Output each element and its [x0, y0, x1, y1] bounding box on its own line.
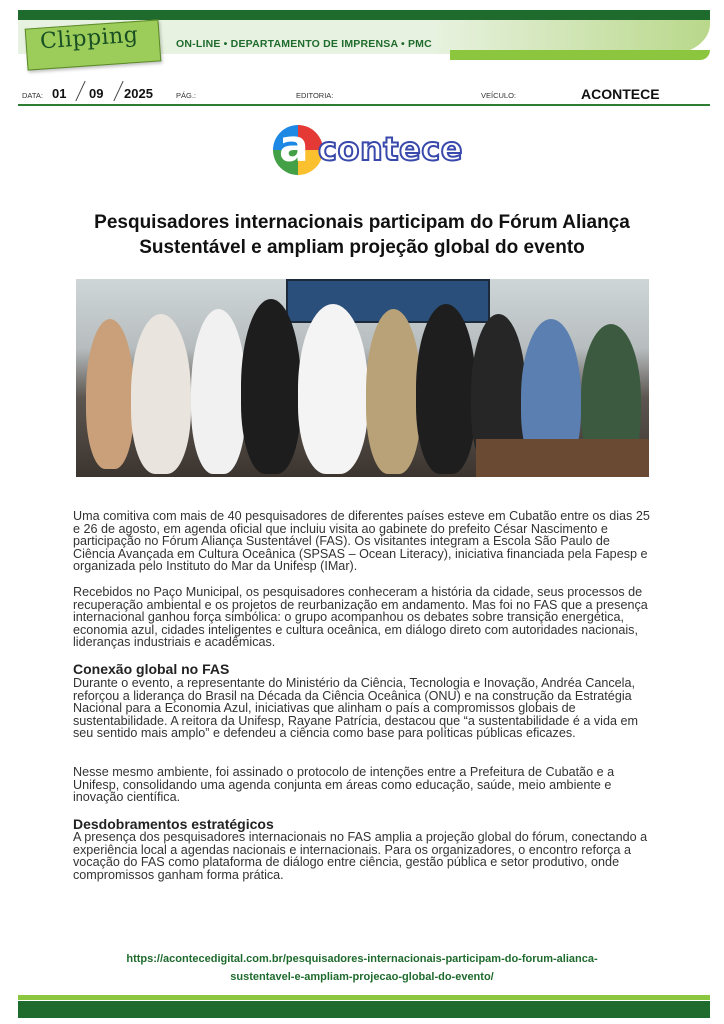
article-paragraph: Nesse mesmo ambiente, foi assinado o protocolo de intenções entre a Prefeitura de Cubatão e a Unifesp, consolidando uma agenda conjunta em áreas como educação, saúde, meio ambiente e inovação científica.	[73, 765, 615, 804]
photo-person	[416, 304, 476, 474]
meta-divider	[18, 104, 710, 106]
header-tagline: ON-LINE • DEPARTAMENTO DE IMPRENSA • PMC	[176, 38, 432, 50]
article-paragraph: Uma comitiva com mais de 40 pesquisadores de diferentes países esteve em Cubatão entre os dias 25 e 26 de agosto, em agenda oficial que incluiu visita ao gabinete do prefeito César Nascimento e participação no Fórum Aliança Sustentável (FAS). Os visitantes integram a Escola São Paulo de Ciência Avançada em Cultura Oceânica (SPSAS – Ocean Literacy), iniciativa financiada pela Fapesp e organizada pelo Instituto do Mar da Unifesp (IMar).	[73, 509, 650, 573]
article-paragraph: Recebidos no Paço Municipal, os pesquisadores conheceram a história da cidade, seus processos de recuperação ambiental e os projetos de reurbanização em andamento. Mas foi no FAS que a presença internacional ganhou força simbólica: o grupo acompanhou os debates sobre transição energética, economia azul, cidades inteligentes e cultura oceânica, em diálogo direto com autoridades nacionais, lideranças industriais e acadêmicas.	[73, 585, 648, 649]
headline-line-1: Pesquisadores internacionais participam do Fórum Aliança	[94, 212, 630, 233]
group-photo	[76, 279, 649, 477]
date-month: 09	[89, 86, 104, 101]
article-headline	[40, 210, 684, 260]
photo-person	[241, 299, 301, 474]
date-separator	[75, 81, 85, 101]
date-day: 01	[52, 86, 67, 101]
acontece-logo-wordmark: contece	[318, 130, 463, 168]
editoria-label: EDITORIA:	[296, 91, 334, 100]
veiculo-label: VEÍCULO:	[481, 91, 517, 100]
veiculo-value: ACONTECE	[581, 86, 660, 102]
clipping-label: Clipping	[39, 22, 140, 55]
source-url[interactable]	[30, 950, 694, 986]
headline-line-2: Sustentável e ampliam projeção global do evento	[139, 237, 585, 258]
photo-person	[86, 319, 134, 469]
source-url-line-1[interactable]: https://acontecedigital.com.br/pesquisadores-internacionais-participam-do-forum-alianca-	[126, 953, 598, 965]
footer-dark-band	[18, 1001, 710, 1018]
photo-person	[191, 309, 246, 474]
date-separator	[113, 81, 123, 101]
source-url-line-2[interactable]: sustentavel-e-ampliam-projecao-global-do-evento/	[230, 971, 494, 983]
article-subheading: Conexão global no FAS	[73, 661, 230, 677]
acontece-logo-letter: a	[279, 121, 309, 172]
photo-person	[131, 314, 191, 474]
article-paragraph: Durante o evento, a representante do Ministério da Ciência, Tecnologia e Inovação, Andréa Cancela, reforçou a liderança do Brasil na Década da Ciência Oceânica (ONU) e na construção da Estratégia Nacional para a Economia Azul, iniciativas que alinham o país a compromissos globais de sustentabilidade. A reitora da Unifesp, Rayane Patrícia, destacou que “a sustentabilidade é a vida em seu sentido mais amplo” e defendeu a ciência como base para políticas públicas eficazes.	[73, 676, 638, 740]
page-label: PÁG.:	[176, 91, 197, 100]
article-subheading: Desdobramentos estratégicos	[73, 816, 274, 832]
photo-person	[366, 309, 421, 474]
data-label: DATA:	[22, 91, 43, 100]
photo-person	[298, 304, 368, 474]
photo-table	[476, 439, 649, 477]
date-year: 2025	[124, 86, 153, 101]
footer-light-band	[18, 995, 710, 1000]
article-paragraph: A presença dos pesquisadores internacionais no FAS amplia a projeção global do fórum, conectando a experiência local a agendas nacionais e internacionais. Para os organizadores, o encontro reforça a vocação do FAS como plataforma de diálogo entre ciência, gestão pública e setor produtivo, onde compromissos ganham forma prática.	[73, 830, 648, 882]
